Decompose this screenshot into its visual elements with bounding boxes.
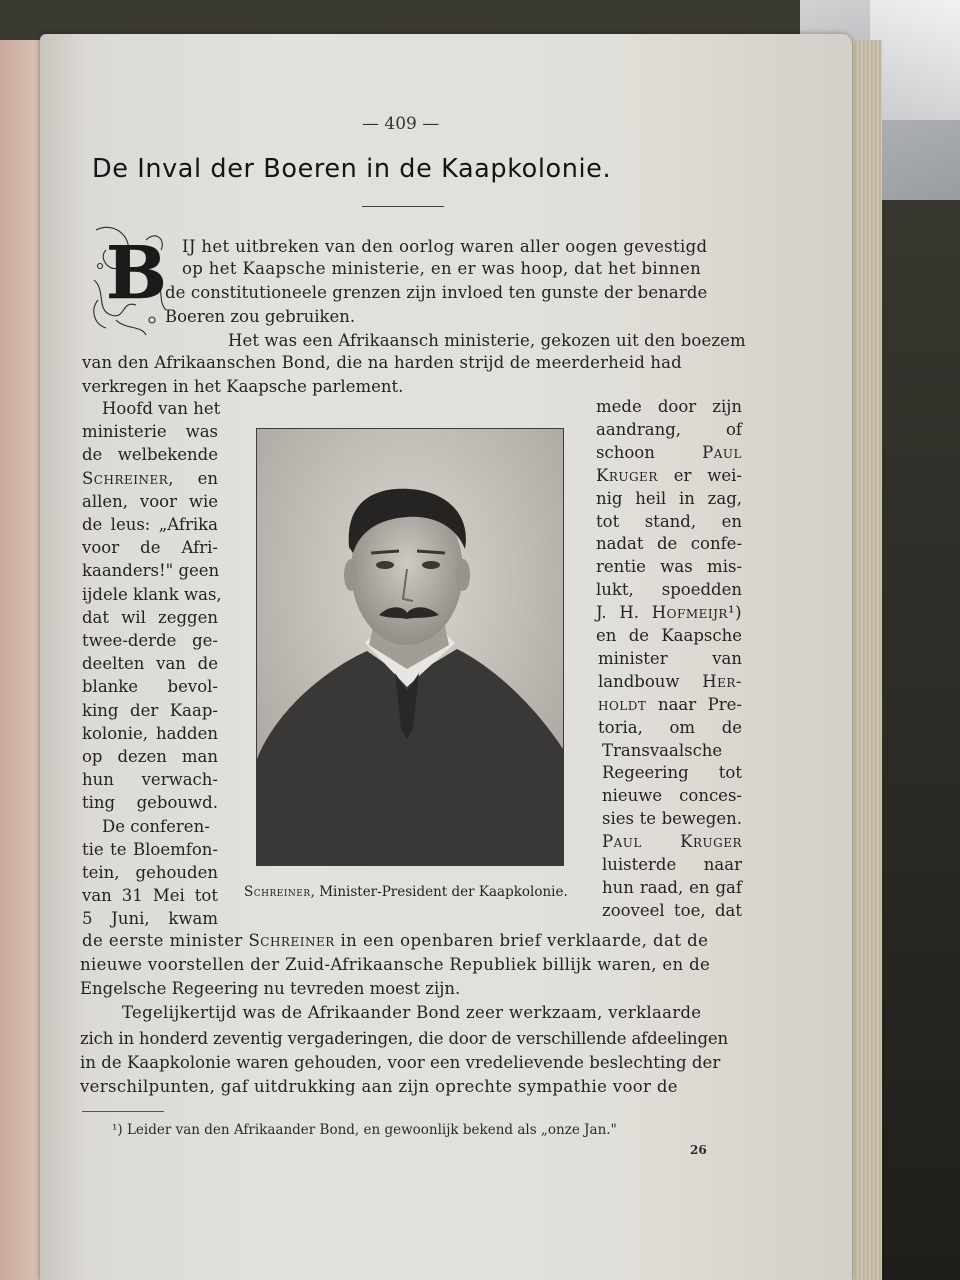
para4-line-1: Tegelijkertijd was de Afrikaander Bond zeer werkzaam, verklaarde: [122, 1003, 702, 1022]
person-name: Kruger: [596, 465, 658, 485]
intro-line-4: Boeren zou gebruiken.: [165, 307, 356, 326]
portrait-photo: [256, 428, 564, 866]
left-column-line: twee-derde ge-: [82, 631, 218, 650]
right-column-line: nieuwe conces-: [602, 786, 742, 806]
right-column-line: rentie was mis-: [596, 557, 743, 577]
portrait-illustration: [257, 429, 563, 865]
right-column-line: lukt, spoedden: [596, 580, 742, 600]
left-column-line: kolonie, hadden: [82, 723, 218, 743]
right-column-line: tot stand, en: [596, 511, 743, 531]
intro-line-1: IJ het uitbreken van den oorlog waren aller oogen gevestigd: [182, 237, 708, 256]
left-column-line: tie te Bloemfon-: [82, 839, 218, 859]
title-rule: [362, 206, 444, 207]
page-title: De Inval der Boeren in de Kaapkolonie.: [92, 154, 612, 184]
right-column-line: en de Kaapsche: [596, 626, 742, 645]
left-column-line: blanke bevol-: [82, 677, 218, 697]
right-column-line: minister van: [598, 648, 742, 668]
left-column-line: ijdele klank was,: [82, 584, 222, 604]
right-column-line: holdt naar Pre-: [598, 694, 743, 714]
left-column-line: hun verwach-: [82, 770, 218, 790]
left-column-line: De conferen-: [102, 816, 210, 836]
plastic-sleeve-highlight: [870, 0, 960, 120]
left-column-line: van 31 Mei tot: [82, 886, 218, 906]
right-column-line: Transvaalsche: [602, 740, 723, 760]
para2-line-2: van den Afrikaanschen Bond, die na harden strijd de meerderheid had: [82, 353, 682, 372]
right-column-line: [602, 831, 742, 853]
left-column-line: de leus: „Afrika: [82, 515, 218, 534]
right-column-line: J. H. Hofmeijr¹): [596, 603, 743, 623]
page-number: — 409 —: [362, 114, 440, 134]
person-name: Hofmeijr¹): [651, 603, 743, 623]
left-column-line: Hoofd van het: [102, 399, 221, 418]
right-column-line: Kruger er wei-: [596, 465, 743, 485]
right-column-line: aandrang, of: [596, 419, 742, 439]
left-column-line: kaanders!" geen: [82, 561, 220, 581]
intro-line-3: de constitutioneele grenzen zijn invloed ten gunste der benarde: [165, 283, 708, 302]
right-column-line: luisterde naar: [602, 855, 742, 874]
person-name: Paul: [602, 832, 642, 852]
para4-line-3: in de Kaapkolonie waren gehouden, voor een vredelievende beslechting der: [80, 1053, 721, 1072]
right-column-line: nig heil in zag,: [596, 488, 743, 508]
left-column-line: deelten van de: [82, 654, 218, 674]
left-column-line: op dezen man: [82, 747, 218, 766]
person-name: Schreiner: [248, 931, 335, 950]
ornamental-initial: [86, 220, 170, 340]
right-column-line: landbouw Her-: [598, 671, 742, 691]
person-name: Her-: [702, 671, 742, 691]
left-column-line: allen, voor wie: [82, 491, 218, 511]
left-column-line: 5 Juni, kwam: [82, 909, 218, 929]
left-column-line: dat wil zeggen: [82, 607, 218, 627]
left-column-line: de welbekende: [82, 445, 218, 465]
person-name: Kruger: [680, 832, 742, 852]
person-name: Paul: [702, 442, 742, 462]
left-column-line: Schreiner, en: [82, 468, 218, 488]
footnote-rule: [82, 1111, 164, 1112]
photo-caption: [244, 884, 568, 900]
para3-line-3: Engelsche Regeering nu tevreden moest zijn.: [80, 979, 461, 998]
right-column-line: sies te bewegen.: [602, 809, 742, 829]
para3-line-2: nieuwe voorstellen der Zuid-Afrikaansche Republiek billijk waren, en de: [80, 955, 711, 974]
left-column-line: tein, gehouden: [82, 863, 218, 882]
right-column-line: mede door zijn: [596, 397, 743, 416]
person-name: holdt: [598, 694, 647, 714]
footnote: ¹) Leider van den Afrikaander Bond, en gewoonlijk bekend als „onze Jan.": [112, 1122, 617, 1138]
para4-line-4: verschilpunten, gaf uitdrukking aan zijn oprechte sympathie voor de: [80, 1077, 678, 1096]
caption-text: , Minister-President der Kaapkolonie.: [310, 884, 568, 900]
right-column-line: Regeering tot: [602, 763, 742, 783]
right-column-line: schoon Paul: [596, 442, 742, 462]
left-column-line: ministerie was: [82, 422, 218, 442]
person-name: Schreiner: [82, 468, 169, 488]
left-column-line: voor de Afri-: [82, 538, 218, 558]
intro-line-2: op het Kaapsche ministerie, en er was hoop, dat het binnen: [182, 259, 702, 278]
right-column-line: zooveel toe, dat: [602, 900, 742, 920]
para2-line-3: verkregen in het Kaapsche parlement.: [82, 377, 404, 396]
para2-line-1: Het was een Afrikaansch ministerie, gekozen uit den boezem: [228, 331, 746, 350]
signature-number: 26: [690, 1143, 707, 1157]
para4-line-2: zich in honderd zeventig vergaderingen, die door de verschillende afdeelingen: [80, 1029, 728, 1048]
caption-name: Schreiner: [244, 884, 311, 900]
right-column-line: hun raad, en gaf: [602, 877, 742, 897]
para3-line-1: de eerste minister Schreiner in een openbaren brief verklaarde, dat de: [82, 931, 709, 950]
right-column-line: nadat de confe-: [596, 534, 743, 554]
right-column-line: toria, om de: [598, 717, 743, 737]
left-column-line: king der Kaap-: [82, 700, 218, 720]
left-column-line: ting gebouwd.: [82, 793, 218, 813]
drop-cap-letter: B: [106, 230, 167, 315]
